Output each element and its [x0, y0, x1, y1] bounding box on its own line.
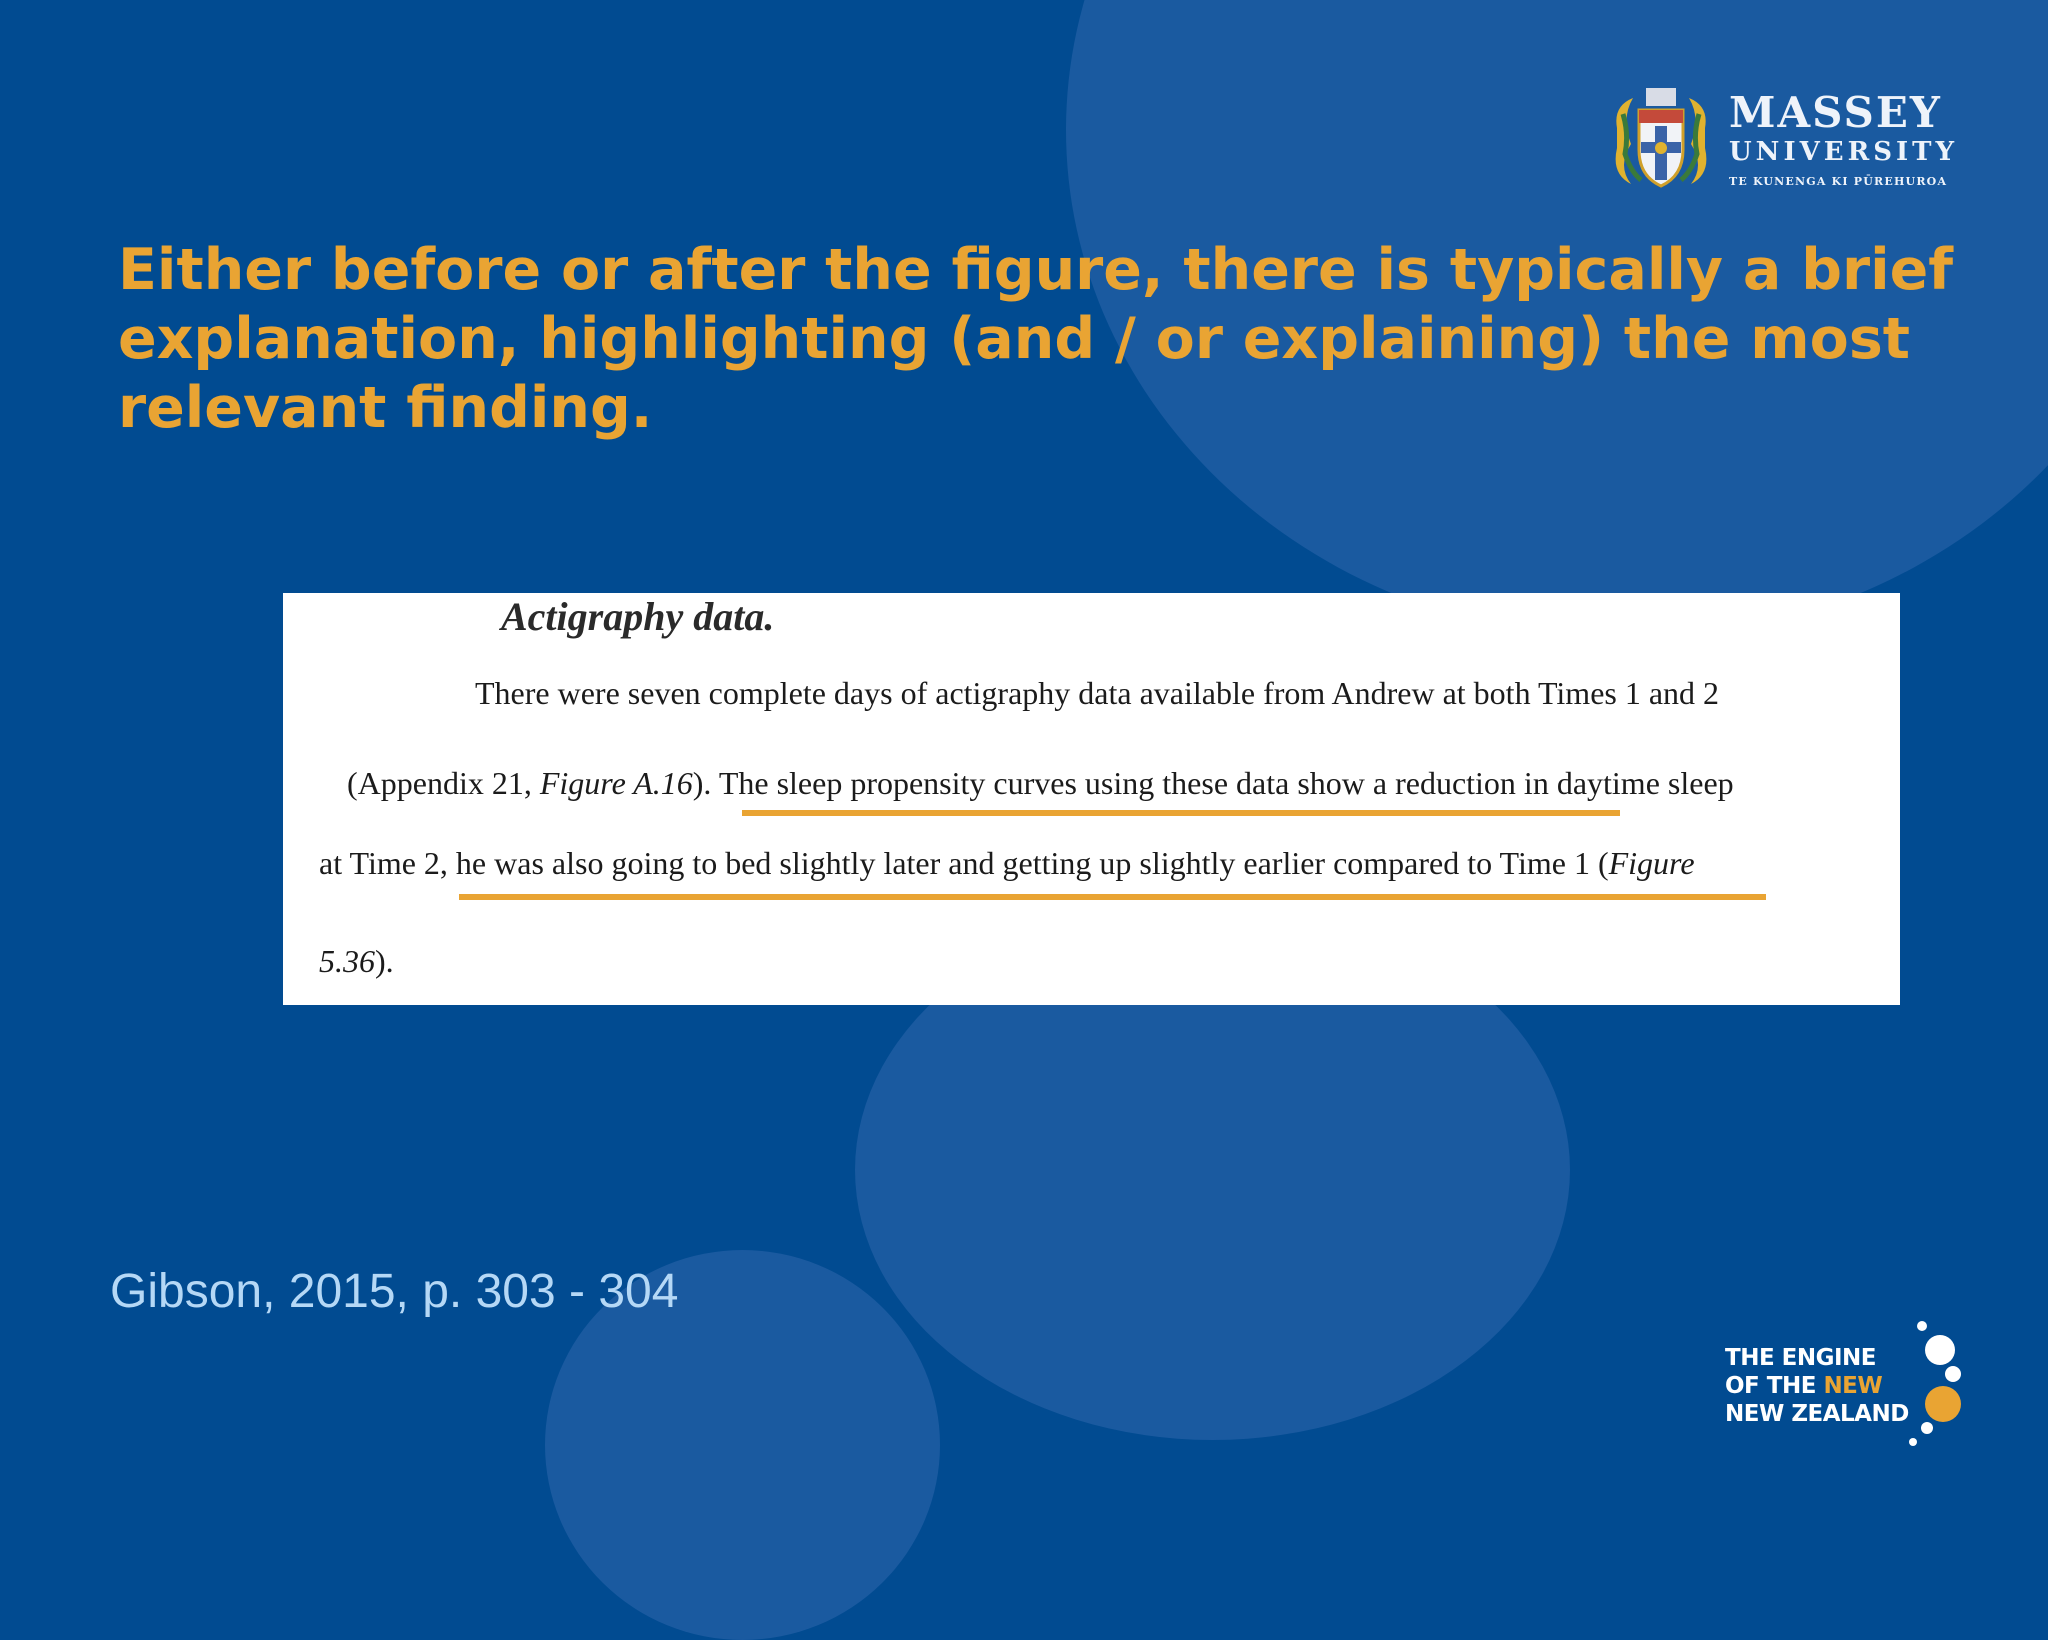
engine-line-2-prefix: OF THE	[1725, 1373, 1824, 1399]
massey-logo	[1605, 80, 2005, 190]
excerpt-text: There were seven complete days of actigraphy data available from Andrew at both Times 1 and 2	[475, 675, 1720, 711]
excerpt-text: ). The sleep propensity curves using these data show a reduction in daytime sleep	[692, 765, 1734, 801]
excerpt-line-1	[475, 675, 1719, 712]
engine-line-2	[1725, 1372, 1909, 1400]
excerpt-figure-ref: 5.36	[319, 943, 375, 979]
logo-name: MASSEY	[1729, 88, 1942, 137]
logo-tagline: TE KUNENGA KI PŪREHUROA	[1729, 175, 1948, 188]
engine-logo	[1725, 1320, 1975, 1460]
excerpt-text: at Time 2, he was also going to bed slightly later and getting up slightly earlier compared to Time 1 (	[319, 845, 1609, 881]
engine-dots-icon	[1905, 1320, 1975, 1460]
excerpt-line-4	[319, 943, 394, 980]
citation: Gibson, 2015, p. 303 - 304	[110, 1265, 679, 1318]
engine-line-3: NEW ZEALAND	[1725, 1401, 1909, 1427]
excerpt-line-3	[319, 845, 1695, 882]
excerpt-figure-ref: Figure	[1608, 845, 1695, 881]
massey-crest-icon	[1611, 84, 1711, 192]
excerpt-text: ).	[375, 943, 394, 979]
excerpt-figure-ref: Figure A.16	[539, 765, 693, 801]
excerpt-text: (Appendix 21,	[347, 765, 540, 801]
highlight-underline	[459, 894, 1766, 900]
highlight-underline	[742, 810, 1620, 816]
excerpt-image	[283, 593, 1900, 1005]
slide-headline: Either before or after the figure, there is typically a brief explanation, highlighting (and / or explaining) the most relevant finding.	[118, 237, 1954, 441]
engine-line-1: THE ENGINE	[1725, 1345, 1877, 1371]
excerpt-line-2	[347, 765, 1734, 802]
engine-logo-text	[1725, 1344, 1909, 1428]
engine-line-2-new: NEW	[1823, 1373, 1883, 1399]
logo-subtitle: UNIVERSITY	[1729, 137, 1959, 167]
excerpt-heading: Actigraphy data.	[501, 594, 775, 639]
